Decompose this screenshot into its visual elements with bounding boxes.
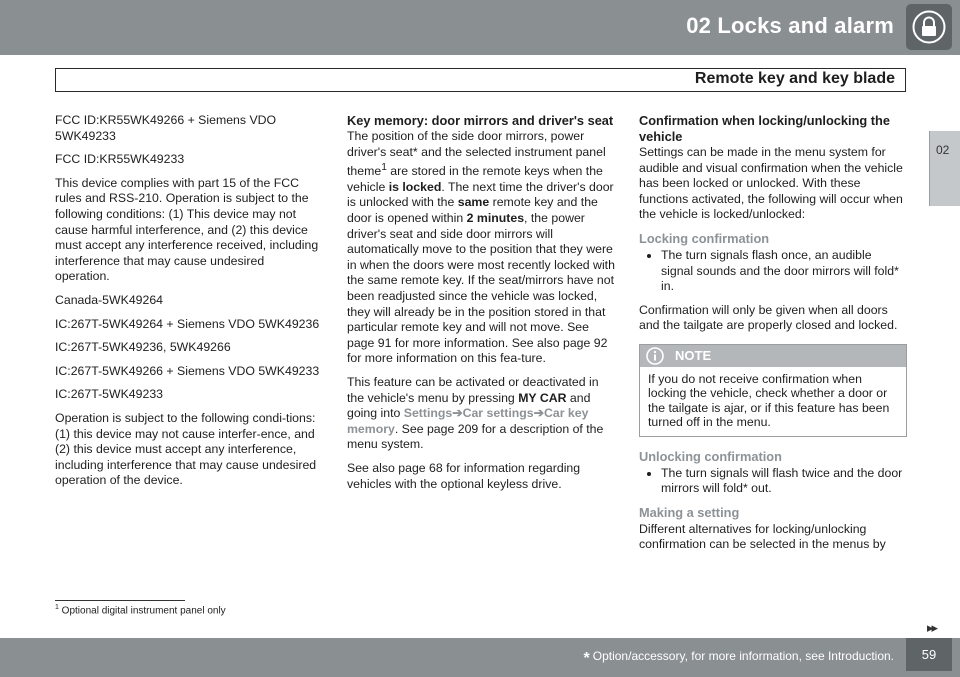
menu-car-settings: Car settings — [462, 406, 534, 421]
chapter-tab-label: 02 — [936, 143, 950, 157]
lock-icon — [912, 10, 946, 44]
list-item: • The turn signals flash once, an audible signal sounds and the door mirrors will fold* in. — [661, 248, 907, 295]
fcc-id-1: FCC ID:KR55WK49266 + Siemens VDO 5WK49233 — [55, 113, 277, 143]
fcc-compliance: This device complies with part 15 of the FCC rules and RSS-210. Operation is subject to the following conditions: (1) This device may not cause harmful interference, and (2) this device must accept any interference received, including interference that may cause undesired operation. — [55, 175, 319, 284]
locking-list — [639, 248, 907, 295]
note-header — [640, 345, 906, 367]
ic-operation-conditions: Operation is subject to the following condi-tions: (1) this device may not cause interfer-ence, and (2) this device must accept any interference, including interference that may cause undesired operation of the device. — [55, 410, 317, 488]
ic-id-2: IC:267T-5WK49236, 5WK49266 — [55, 340, 231, 355]
note-box — [639, 344, 907, 437]
unlocking-confirmation-subheading: Unlocking confirmation — [639, 448, 782, 464]
column-2 — [347, 113, 617, 500]
option-accessory-note: * Option/accessory, for more information, see Introduction. — [583, 649, 894, 667]
menu-activation-paragraph: This feature can be activated or deactivated in the vehicle's menu by pressing MY CAR and going into Settings➔Car settings➔Car key memory. See page 209 for a description of the menu system. — [347, 375, 604, 452]
ic-id-1: IC:267T-5WK49264 + Siemens VDO 5WK49236 — [55, 316, 320, 331]
menu-arrow-icon: ➔ — [533, 406, 544, 421]
making-setting-paragraph: Different alternatives for locking/unlocking confirmation can be selected in the menus by — [639, 521, 886, 552]
column-1 — [55, 113, 320, 497]
chapter-tab — [929, 131, 960, 206]
fcc-id-2: FCC ID:KR55WK49233 — [55, 152, 185, 167]
page-number-box — [906, 638, 952, 671]
note-text: If you do not receive confirmation when locking the vehicle, check whether a door or the tailgate is ajar, or if this feature has been turned off in the menu. — [648, 371, 890, 430]
canada-id: Canada-5WK49264 — [55, 292, 164, 307]
confirmation-heading: Confirmation when locking/unlocking the vehicle — [639, 113, 890, 144]
locking-confirmation-subheading: Locking confirmation — [639, 230, 770, 246]
section-title: Remote key and key blade — [694, 70, 895, 87]
note-label: NOTE — [675, 347, 712, 363]
chapter-title: 02 Locks and alarm — [686, 13, 894, 38]
menu-car-key-memory: Car key memory — [347, 406, 589, 436]
key-memory-paragraph: The position of the side door mirrors, power driver's seat* and the selected instrument panel theme$^1$ are stored in the remote keys when the vehicle is locked. The next time the driver's door is unlocked with the same remote key and the door is opened within 2 minutes, the power driver's seat and side door mirrors will automatically move to the position that they were in when the doors were most recently locked with the same remote key. If the seat/mirrors have not been readjusted since the vehicle was locked, they will already be in the position stored in that particular remote key and will not move. See page 91 for more information. See also page 92 for more information on this fea-ture. — [347, 129, 615, 366]
page-number: 59 — [921, 647, 937, 662]
chapter-icon-box — [906, 4, 952, 50]
ic-id-4: IC:267T-5WK49233 — [55, 387, 163, 402]
list-item: • The turn signals will flash twice and the door mirrors will fold* out. — [661, 466, 907, 497]
footnote-ref[interactable]: 1 — [381, 162, 387, 174]
column-3 — [639, 113, 907, 561]
menu-settings: Settings — [403, 406, 453, 421]
section-title-box — [55, 68, 906, 92]
next-page-arrows-icon: ▸▸ — [926, 620, 936, 635]
confirmation-intro: Settings can be made in the menu system for audible and visual confirmation when the vehicle has been locked or unlocked. With these functions activated, the following will occur when the vehicle is locked/unlocked: — [639, 145, 903, 222]
menu-arrow-icon: ➔ — [452, 406, 463, 421]
footnote-divider — [55, 600, 185, 601]
keyless-drive-paragraph: See also page 68 for information regarding vehicles with the optional keyless drive. — [347, 460, 581, 491]
ic-id-3: IC:267T-5WK49266 + Siemens VDO 5WK49233 — [55, 363, 320, 378]
confirmation-condition: Confirmation will only be given when all doors and the tailgate are properly closed and locked. — [639, 302, 898, 333]
header-band — [0, 0, 960, 55]
unlocking-list — [639, 466, 907, 497]
info-icon — [645, 347, 665, 365]
key-memory-heading: Key memory: door mirrors and driver's seat — [347, 113, 614, 128]
footnote: $^1$ Optional digital instrument panel only — [55, 604, 226, 617]
making-setting-subheading: Making a setting — [639, 504, 740, 520]
footer-band — [0, 638, 960, 677]
